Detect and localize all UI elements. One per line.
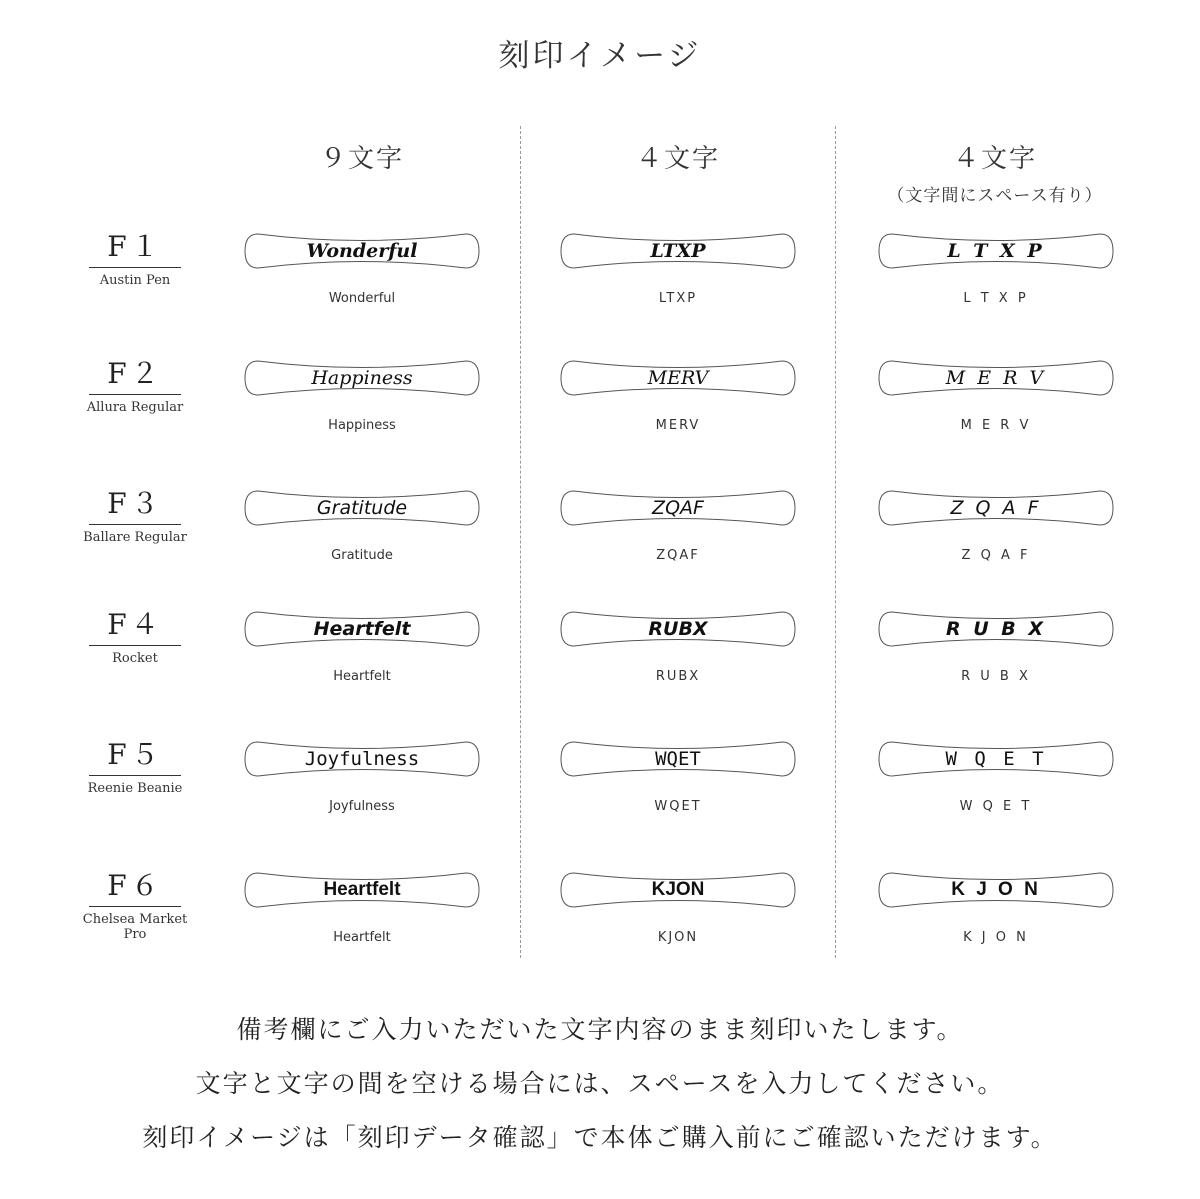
engraving-plate [244,872,480,908]
sample-caption: Z Q A F [961,548,1031,563]
sample-caption: ZQAF [656,548,700,563]
engraving-plate [878,611,1114,647]
font-label-rule [89,906,181,907]
engraved-text: W Q E T [945,748,1047,770]
font-name: Rocket [112,651,158,666]
sample-caption: R U B X [961,669,1031,684]
font-name: Chelsea Market Pro [82,912,188,942]
engraved-text: RUBX [648,618,708,640]
font-label [70,733,200,796]
column-divider [835,126,836,958]
engraving-plate [878,360,1114,396]
sample-caption: Heartfelt [333,930,391,945]
engraved-text: Gratitude [316,497,408,519]
font-code: F１ [107,230,163,263]
font-label [70,603,200,666]
engraved-text: Happiness [311,367,413,389]
sample-caption: W Q E T [959,799,1033,814]
font-label-rule [89,524,181,525]
engraving-plate [560,233,796,269]
column-heading-text: ４文字 [635,144,720,174]
note-line: 備考欄にご入力いただいた文字内容のまま刻印いたします。 [236,1015,964,1044]
sample-caption: Wonderful [328,291,396,306]
engraving-plate [244,741,480,777]
note-line: 文字と文字の間を空ける場合には、スペースを入力してください。 [195,1069,1005,1098]
engraving-plate [244,611,480,647]
column-heading-9-chars [212,138,512,175]
engraving-plate [878,872,1114,908]
engraved-text: WQET [655,748,701,770]
engraving-plate [244,233,480,269]
column-heading-text: ９文字 [319,144,404,174]
notes [0,1003,1200,1165]
sample-caption: L T X P [963,291,1029,306]
sample-caption: M E R V [960,418,1032,433]
note-line: 刻印イメージは「刻印データ確認」で本体ご購入前にご確認いただけます。 [142,1123,1058,1152]
engraved-text: Joyfulness [304,748,420,770]
engraving-plate [878,741,1114,777]
engraved-text: ZQAF [652,497,704,519]
column-heading-4-chars [528,138,828,175]
column-heading-4-chars-spaced [845,138,1145,206]
font-code: F３ [107,487,163,520]
column-subheading: （文字間にスペース有り） [887,186,1103,206]
column-heading-text: ４文字 [952,144,1037,174]
sample-caption: Joyfulness [329,799,395,814]
font-label [70,352,200,415]
engraving-plate [878,490,1114,526]
font-label-rule [89,775,181,776]
engraved-text: MERV [647,367,709,389]
font-label [70,225,200,288]
font-name: Allura Regular [86,400,184,415]
sample-caption: KJON [657,930,699,945]
sample-caption: RUBX [655,669,701,684]
font-name: Austin Pen [99,273,171,288]
sample-caption: Heartfelt [333,669,391,684]
engraved-text: Heartfelt [313,618,411,640]
engraving-plate [244,360,480,396]
font-code: F２ [107,357,163,390]
engraved-text: R U B X [945,618,1047,640]
font-name: Ballare Regular [83,530,187,545]
font-label [70,864,200,942]
engraved-text: LTXP [650,240,706,262]
engraved-text: K J O N [951,879,1041,900]
engraved-text: L T X P [947,240,1045,262]
sample-caption: K J O N [963,930,1029,945]
sample-caption: Gratitude [331,548,393,563]
engraving-plate [560,741,796,777]
font-name: Reenie Beanie [87,781,183,796]
font-code: F６ [107,869,163,902]
engraved-text: Z Q A F [950,497,1042,519]
column-divider [520,126,521,958]
engraving-plate [878,233,1114,269]
page-title: 刻印イメージ [498,38,702,74]
sample-caption: WQET [654,799,702,814]
font-code: F４ [107,608,163,641]
engraving-plate [560,611,796,647]
font-label [70,482,200,545]
engraving-plate [560,872,796,908]
engraving-plate [560,490,796,526]
engraving-plate [560,360,796,396]
engraved-text: Wonderful [306,240,418,262]
sample-caption: MERV [655,418,701,433]
engraved-text: KJON [651,879,705,900]
engraved-text: M E R V [945,367,1047,389]
engraved-text: Heartfelt [323,879,401,900]
font-label-rule [89,394,181,395]
engraving-plate [244,490,480,526]
sample-caption: LTXP [658,291,698,306]
font-label-rule [89,645,181,646]
font-code: F５ [107,738,163,771]
font-label-rule [89,267,181,268]
sample-caption: Happiness [328,418,396,433]
